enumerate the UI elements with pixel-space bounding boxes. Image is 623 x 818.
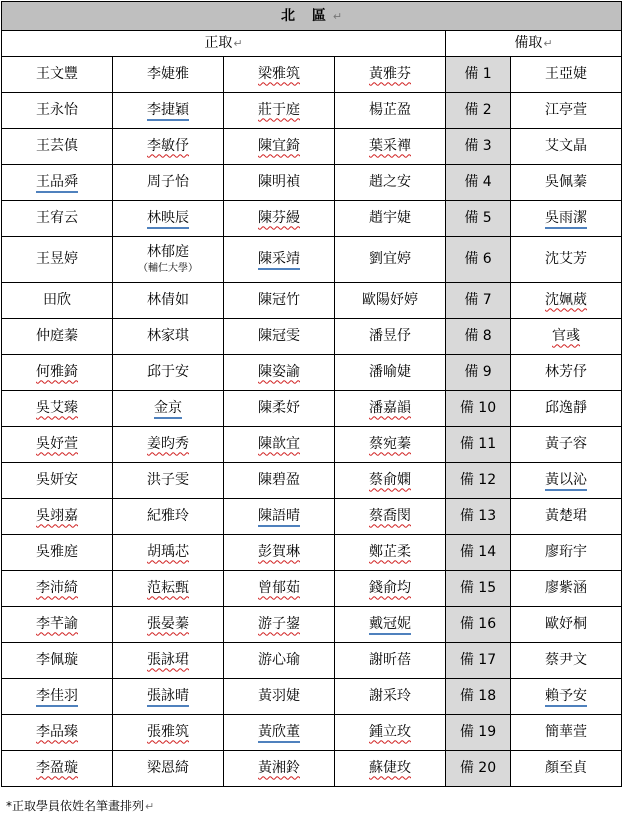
cell-text: 田欣 (43, 292, 71, 309)
cell-text: 備 18 (459, 688, 497, 705)
table-row (2, 355, 622, 391)
cell-text: 胡瑀芯 (147, 544, 189, 561)
admitted-name-cell (224, 129, 335, 165)
cell-text: 吳翊嘉 (36, 508, 78, 525)
cell-text: 陳采靖 (258, 251, 300, 270)
admitted-name-cell (224, 237, 335, 283)
waitlist-header (446, 31, 622, 57)
admitted-name-cell (224, 607, 335, 643)
table-row (2, 679, 622, 715)
admitted-name-cell (2, 319, 113, 355)
cell-text: 陳芬縵 (258, 210, 300, 227)
cell-text: 備 4 (464, 174, 492, 191)
admitted-name-cell (224, 355, 335, 391)
waitlist-number-cell (446, 319, 511, 355)
cell-text: 備 14 (459, 544, 497, 561)
cell-text: 吳妍安 (36, 472, 78, 489)
admitted-name-cell (335, 607, 446, 643)
waitlist-name-cell (511, 643, 622, 679)
cell-text: 蔡喬閔 (369, 508, 411, 525)
admitted-name-cell (224, 499, 335, 535)
table-row (2, 57, 622, 93)
cell-text: 王昱婷 (36, 251, 78, 268)
cell-text: 王宥云 (36, 210, 78, 227)
cell-text: 備 19 (459, 724, 497, 741)
admitted-name-cell (2, 463, 113, 499)
cell-text: 邱于安 (147, 364, 189, 381)
cell-text: 黃欣董 (258, 724, 300, 743)
table-row (2, 391, 622, 427)
cell-text: 陳柔妤 (258, 400, 300, 417)
admitted-name-cell (224, 751, 335, 787)
cell-text: 備 6 (464, 251, 492, 268)
cell-text: 李敏伃 (147, 138, 189, 155)
admitted-name-cell (224, 319, 335, 355)
admitted-name-cell (113, 535, 224, 571)
cell-text: 游心瑜 (258, 652, 300, 669)
table-row (2, 715, 622, 751)
cell-text: 艾文晶 (545, 138, 588, 155)
admitted-name-cell (335, 57, 446, 93)
admitted-name-cell (335, 427, 446, 463)
table-row (2, 93, 622, 129)
cell-text: 備 9 (464, 364, 492, 381)
cell-text: 陳宜錡 (258, 138, 300, 155)
cell-text: 蔡宛蓁 (369, 436, 411, 453)
cell-text: 備 15 (459, 580, 497, 597)
cell-text: 李捷穎 (147, 102, 189, 121)
cell-text: 王永怡 (36, 102, 78, 119)
admitted-name-cell (224, 463, 335, 499)
cell-text: 備 3 (464, 138, 492, 155)
waitlist-name-cell (511, 391, 622, 427)
admitted-name-cell (224, 93, 335, 129)
admitted-name-cell (224, 391, 335, 427)
cell-text: 潘昱伃 (369, 328, 411, 345)
waitlist-number-cell (446, 57, 511, 93)
admitted-name-cell (2, 427, 113, 463)
paragraph-mark-icon: ↵ (543, 37, 553, 51)
table-row (2, 499, 622, 535)
cell-text: 歐妤桐 (545, 616, 588, 633)
waitlist-number-cell (446, 201, 511, 237)
cell-text: 林芳伃 (545, 364, 588, 381)
cell-text: 備 5 (464, 210, 492, 227)
admitted-name-cell (335, 751, 446, 787)
cell-text: 楊芷盈 (369, 102, 411, 119)
cell-text: 梁雅筑 (258, 66, 300, 83)
table-row (2, 319, 622, 355)
cell-text: 沈姵葳 (545, 292, 588, 309)
cell-text: 陳語晴 (258, 508, 300, 527)
cell-text: 李佩璇 (36, 652, 78, 669)
cell-text: 廖紫涵 (545, 580, 588, 597)
table-row (2, 201, 622, 237)
admitted-name-cell (2, 57, 113, 93)
admitted-name-cell (2, 283, 113, 319)
admitted-name-cell (2, 643, 113, 679)
cell-text: 張詠珺 (147, 652, 189, 669)
waitlist-number-cell (446, 499, 511, 535)
cell-text: 江亭萱 (545, 102, 588, 119)
waitlist-name-cell (511, 237, 622, 283)
admitted-name-cell (224, 571, 335, 607)
table-title (2, 2, 622, 31)
admitted-name-cell (2, 715, 113, 751)
cell-text: 備 7 (464, 292, 492, 309)
admitted-name-cell (113, 751, 224, 787)
waitlist-name-cell (511, 283, 622, 319)
cell-text: 王亞婕 (545, 66, 588, 83)
cell-text: 吳雅庭 (36, 544, 78, 561)
admitted-name-cell (335, 535, 446, 571)
cell-text: 陳明禎 (258, 174, 300, 191)
admitted-header-text: 正取 (204, 35, 233, 52)
waitlist-number-cell (446, 607, 511, 643)
cell-text: 王文豐 (36, 66, 78, 83)
admitted-name-cell (113, 237, 224, 283)
cell-text: 金京 (154, 400, 182, 419)
cell-text: 黃雅芬 (369, 66, 411, 83)
footnote-text: *正取學員依姓名筆畫排列 (6, 799, 145, 813)
waitlist-number-cell (446, 535, 511, 571)
admitted-name-cell (113, 129, 224, 165)
admitted-name-cell (113, 283, 224, 319)
waitlist-name-cell (511, 319, 622, 355)
waitlist-number-cell (446, 355, 511, 391)
cell-text: 歐陽妤婷 (362, 292, 418, 309)
paragraph-mark-icon: ↵ (145, 800, 155, 813)
cell-text: 劉宜婷 (369, 251, 411, 268)
cell-text: 備 11 (459, 436, 497, 453)
admitted-name-cell (2, 355, 113, 391)
cell-text: 黃羽婕 (258, 688, 300, 705)
waitlist-number-cell (446, 715, 511, 751)
cell-text: 備 17 (459, 652, 497, 669)
cell-text: 陳姿諭 (258, 364, 300, 381)
paragraph-mark-icon: ↵ (233, 37, 243, 51)
admitted-name-cell (113, 679, 224, 715)
title-text: 北 區 (280, 7, 332, 24)
admitted-name-cell (335, 643, 446, 679)
cell-text: 李婕雅 (147, 66, 189, 83)
waitlist-number-cell (446, 463, 511, 499)
cell-text: 仲庭蓁 (36, 328, 78, 345)
admitted-name-cell (113, 643, 224, 679)
table-row (2, 237, 622, 283)
cell-text: 吳雨潔 (545, 210, 587, 229)
cell-text: 蔡尹文 (545, 652, 588, 669)
cell-text: 張雅筑 (147, 724, 189, 741)
table-row (2, 607, 622, 643)
cell-text: 官彧 (552, 328, 581, 345)
cell-text: 鍾立玫 (369, 724, 411, 741)
waitlist-number-cell (446, 237, 511, 283)
admitted-name-cell (335, 571, 446, 607)
admission-roster-table (1, 1, 622, 787)
waitlist-name-cell (511, 715, 622, 751)
waitlist-name-cell (511, 463, 622, 499)
admitted-name-cell (113, 319, 224, 355)
admitted-name-cell (2, 201, 113, 237)
waitlist-name-cell (511, 571, 622, 607)
admitted-name-cell (113, 463, 224, 499)
cell-text: 李盈璇 (36, 760, 78, 777)
admitted-name-cell (2, 535, 113, 571)
cell-text: 林映辰 (147, 210, 189, 229)
admitted-name-cell (335, 715, 446, 751)
cell-text: 賴予安 (545, 688, 587, 707)
waitlist-name-cell (511, 201, 622, 237)
cell-text: 李品臻 (36, 724, 78, 741)
cell-text: 黃楚珺 (545, 508, 588, 525)
cell-text: 林家琪 (147, 328, 189, 345)
waitlist-number-cell (446, 165, 511, 201)
admitted-name-cell (335, 237, 446, 283)
admitted-name-cell (335, 463, 446, 499)
waitlist-number-cell (446, 571, 511, 607)
cell-text: 何雅錡 (36, 364, 78, 381)
waitlist-name-cell (511, 427, 622, 463)
table-row (2, 129, 622, 165)
table-row (2, 283, 622, 319)
cell-text: 周子怡 (147, 174, 189, 191)
waitlist-name-cell (511, 355, 622, 391)
waitlist-name-cell (511, 751, 622, 787)
waitlist-name-cell (511, 499, 622, 535)
cell-text: 紀雅玲 (147, 508, 189, 525)
admitted-name-cell (113, 391, 224, 427)
waitlist-name-cell (511, 93, 622, 129)
admitted-name-cell (335, 93, 446, 129)
admitted-name-cell (2, 571, 113, 607)
admitted-name-cell (2, 751, 113, 787)
admitted-name-cell (113, 57, 224, 93)
cell-text: 戴冠妮 (369, 616, 411, 635)
cell-text: 潘喻婕 (369, 364, 411, 381)
cell-text: 謝昕蓓 (369, 652, 411, 669)
cell-text: 謝采玲 (369, 688, 411, 705)
admitted-name-cell (224, 165, 335, 201)
admitted-name-cell (113, 499, 224, 535)
cell-text: 備 8 (464, 328, 492, 345)
waitlist-number-cell (446, 93, 511, 129)
cell-text: 李沛綺 (36, 580, 78, 597)
waitlist-number-cell (446, 679, 511, 715)
cell-text: 洪子雯 (147, 472, 189, 489)
waitlist-header-text: 備取 (514, 35, 543, 52)
waitlist-number-cell (446, 751, 511, 787)
admitted-name-cell (335, 499, 446, 535)
affiliation-note: （輔仁大學） (138, 263, 198, 275)
cell-text: 黃以沁 (545, 472, 587, 491)
admitted-name-cell (335, 355, 446, 391)
cell-text: 備 1 (464, 66, 492, 83)
admitted-name-cell (224, 715, 335, 751)
admitted-name-cell (113, 355, 224, 391)
cell-text: 趙之安 (369, 174, 411, 191)
waitlist-number-cell (446, 129, 511, 165)
cell-text: 吳艾臻 (36, 400, 78, 417)
cell-text: 沈艾芳 (545, 251, 588, 268)
admitted-name-cell (2, 391, 113, 427)
admitted-name-cell (335, 679, 446, 715)
admitted-name-cell (2, 237, 113, 283)
cell-text: 黃子容 (545, 436, 588, 453)
cell-text: 林郁庭 (147, 244, 189, 261)
cell-text: 蘇倢玫 (369, 760, 411, 777)
cell-text: 范耘甄 (147, 580, 189, 597)
admitted-name-cell (113, 201, 224, 237)
waitlist-number-cell (446, 391, 511, 427)
cell-text: 邱逸靜 (545, 400, 588, 417)
cell-text: 林倩如 (147, 292, 189, 309)
admitted-name-cell (335, 129, 446, 165)
waitlist-name-cell (511, 679, 622, 715)
admitted-name-cell (2, 129, 113, 165)
cell-text: 備 16 (459, 616, 497, 633)
cell-text: 鄭芷柔 (369, 544, 411, 561)
admitted-name-cell (335, 283, 446, 319)
waitlist-number-cell (446, 427, 511, 463)
cell-text: 顏至貞 (545, 760, 588, 777)
cell-text: 李佳羽 (36, 688, 78, 707)
admitted-name-cell (335, 391, 446, 427)
cell-text: 吳妤萱 (36, 436, 78, 453)
admitted-name-cell (113, 427, 224, 463)
admitted-name-cell (335, 201, 446, 237)
cell-text: 張晏蓁 (147, 616, 189, 633)
table-row (2, 427, 622, 463)
waitlist-number-cell (446, 643, 511, 679)
admitted-name-cell (2, 165, 113, 201)
waitlist-number-cell (446, 283, 511, 319)
cell-text: 備 12 (459, 472, 497, 489)
admitted-name-cell (2, 679, 113, 715)
cell-text: 王品舜 (36, 174, 78, 193)
cell-text: 陳歆宜 (258, 436, 300, 453)
cell-text: 李芊諭 (36, 616, 78, 633)
admitted-name-cell (2, 93, 113, 129)
waitlist-name-cell (511, 165, 622, 201)
cell-text: 張詠晴 (147, 688, 189, 707)
admitted-name-cell (113, 571, 224, 607)
waitlist-name-cell (511, 535, 622, 571)
table-row (2, 571, 622, 607)
admitted-name-cell (2, 499, 113, 535)
table-row (2, 535, 622, 571)
cell-text: 陳冠竹 (258, 292, 300, 309)
admitted-name-cell (113, 165, 224, 201)
cell-text: 葉采襌 (369, 138, 411, 155)
table-row (2, 463, 622, 499)
admitted-name-cell (224, 201, 335, 237)
waitlist-name-cell (511, 607, 622, 643)
cell-text: 吳佩蓁 (545, 174, 588, 191)
admitted-name-cell (2, 607, 113, 643)
cell-text: 廖珩宇 (545, 544, 588, 561)
cell-text: 備 13 (459, 508, 497, 525)
admitted-name-cell (224, 57, 335, 93)
cell-text: 陳冠雯 (258, 328, 300, 345)
cell-text: 王芸傎 (36, 138, 78, 155)
admitted-name-cell (224, 427, 335, 463)
admitted-name-cell (224, 535, 335, 571)
cell-text: 備 2 (464, 102, 492, 119)
cell-text: 莊于庭 (258, 102, 300, 119)
admitted-name-cell (224, 283, 335, 319)
cell-text: 梁恩綺 (147, 760, 189, 777)
admitted-name-cell (224, 679, 335, 715)
cell-text: 備 10 (459, 400, 497, 417)
waitlist-name-cell (511, 57, 622, 93)
admitted-name-cell (113, 607, 224, 643)
cell-text: 黃湘鈴 (258, 760, 300, 777)
cell-text: 姜昀秀 (147, 436, 189, 453)
cell-text: 錢俞均 (369, 580, 411, 597)
cell-text: 蔡俞嫻 (369, 472, 411, 489)
admitted-name-cell (224, 643, 335, 679)
admitted-name-cell (113, 715, 224, 751)
cell-text: 彭賀琳 (258, 544, 300, 561)
table-row (2, 751, 622, 787)
cell-text: 備 20 (459, 760, 497, 777)
cell-text: 趙宇婕 (369, 210, 411, 227)
admitted-name-cell (335, 165, 446, 201)
cell-text: 陳碧盈 (258, 472, 300, 489)
waitlist-name-cell (511, 129, 622, 165)
cell-text: 潘嘉韻 (369, 400, 411, 417)
admitted-name-cell (113, 93, 224, 129)
admitted-header (2, 31, 446, 57)
paragraph-mark-icon: ↵ (332, 9, 343, 23)
table-row (2, 643, 622, 679)
cell-text: 游子鋆 (258, 616, 300, 633)
cell-text: 曾郁茹 (258, 580, 300, 597)
footnote (6, 797, 154, 814)
table-row (2, 165, 622, 201)
cell-text: 簡華萱 (545, 724, 588, 741)
admitted-name-cell (335, 319, 446, 355)
